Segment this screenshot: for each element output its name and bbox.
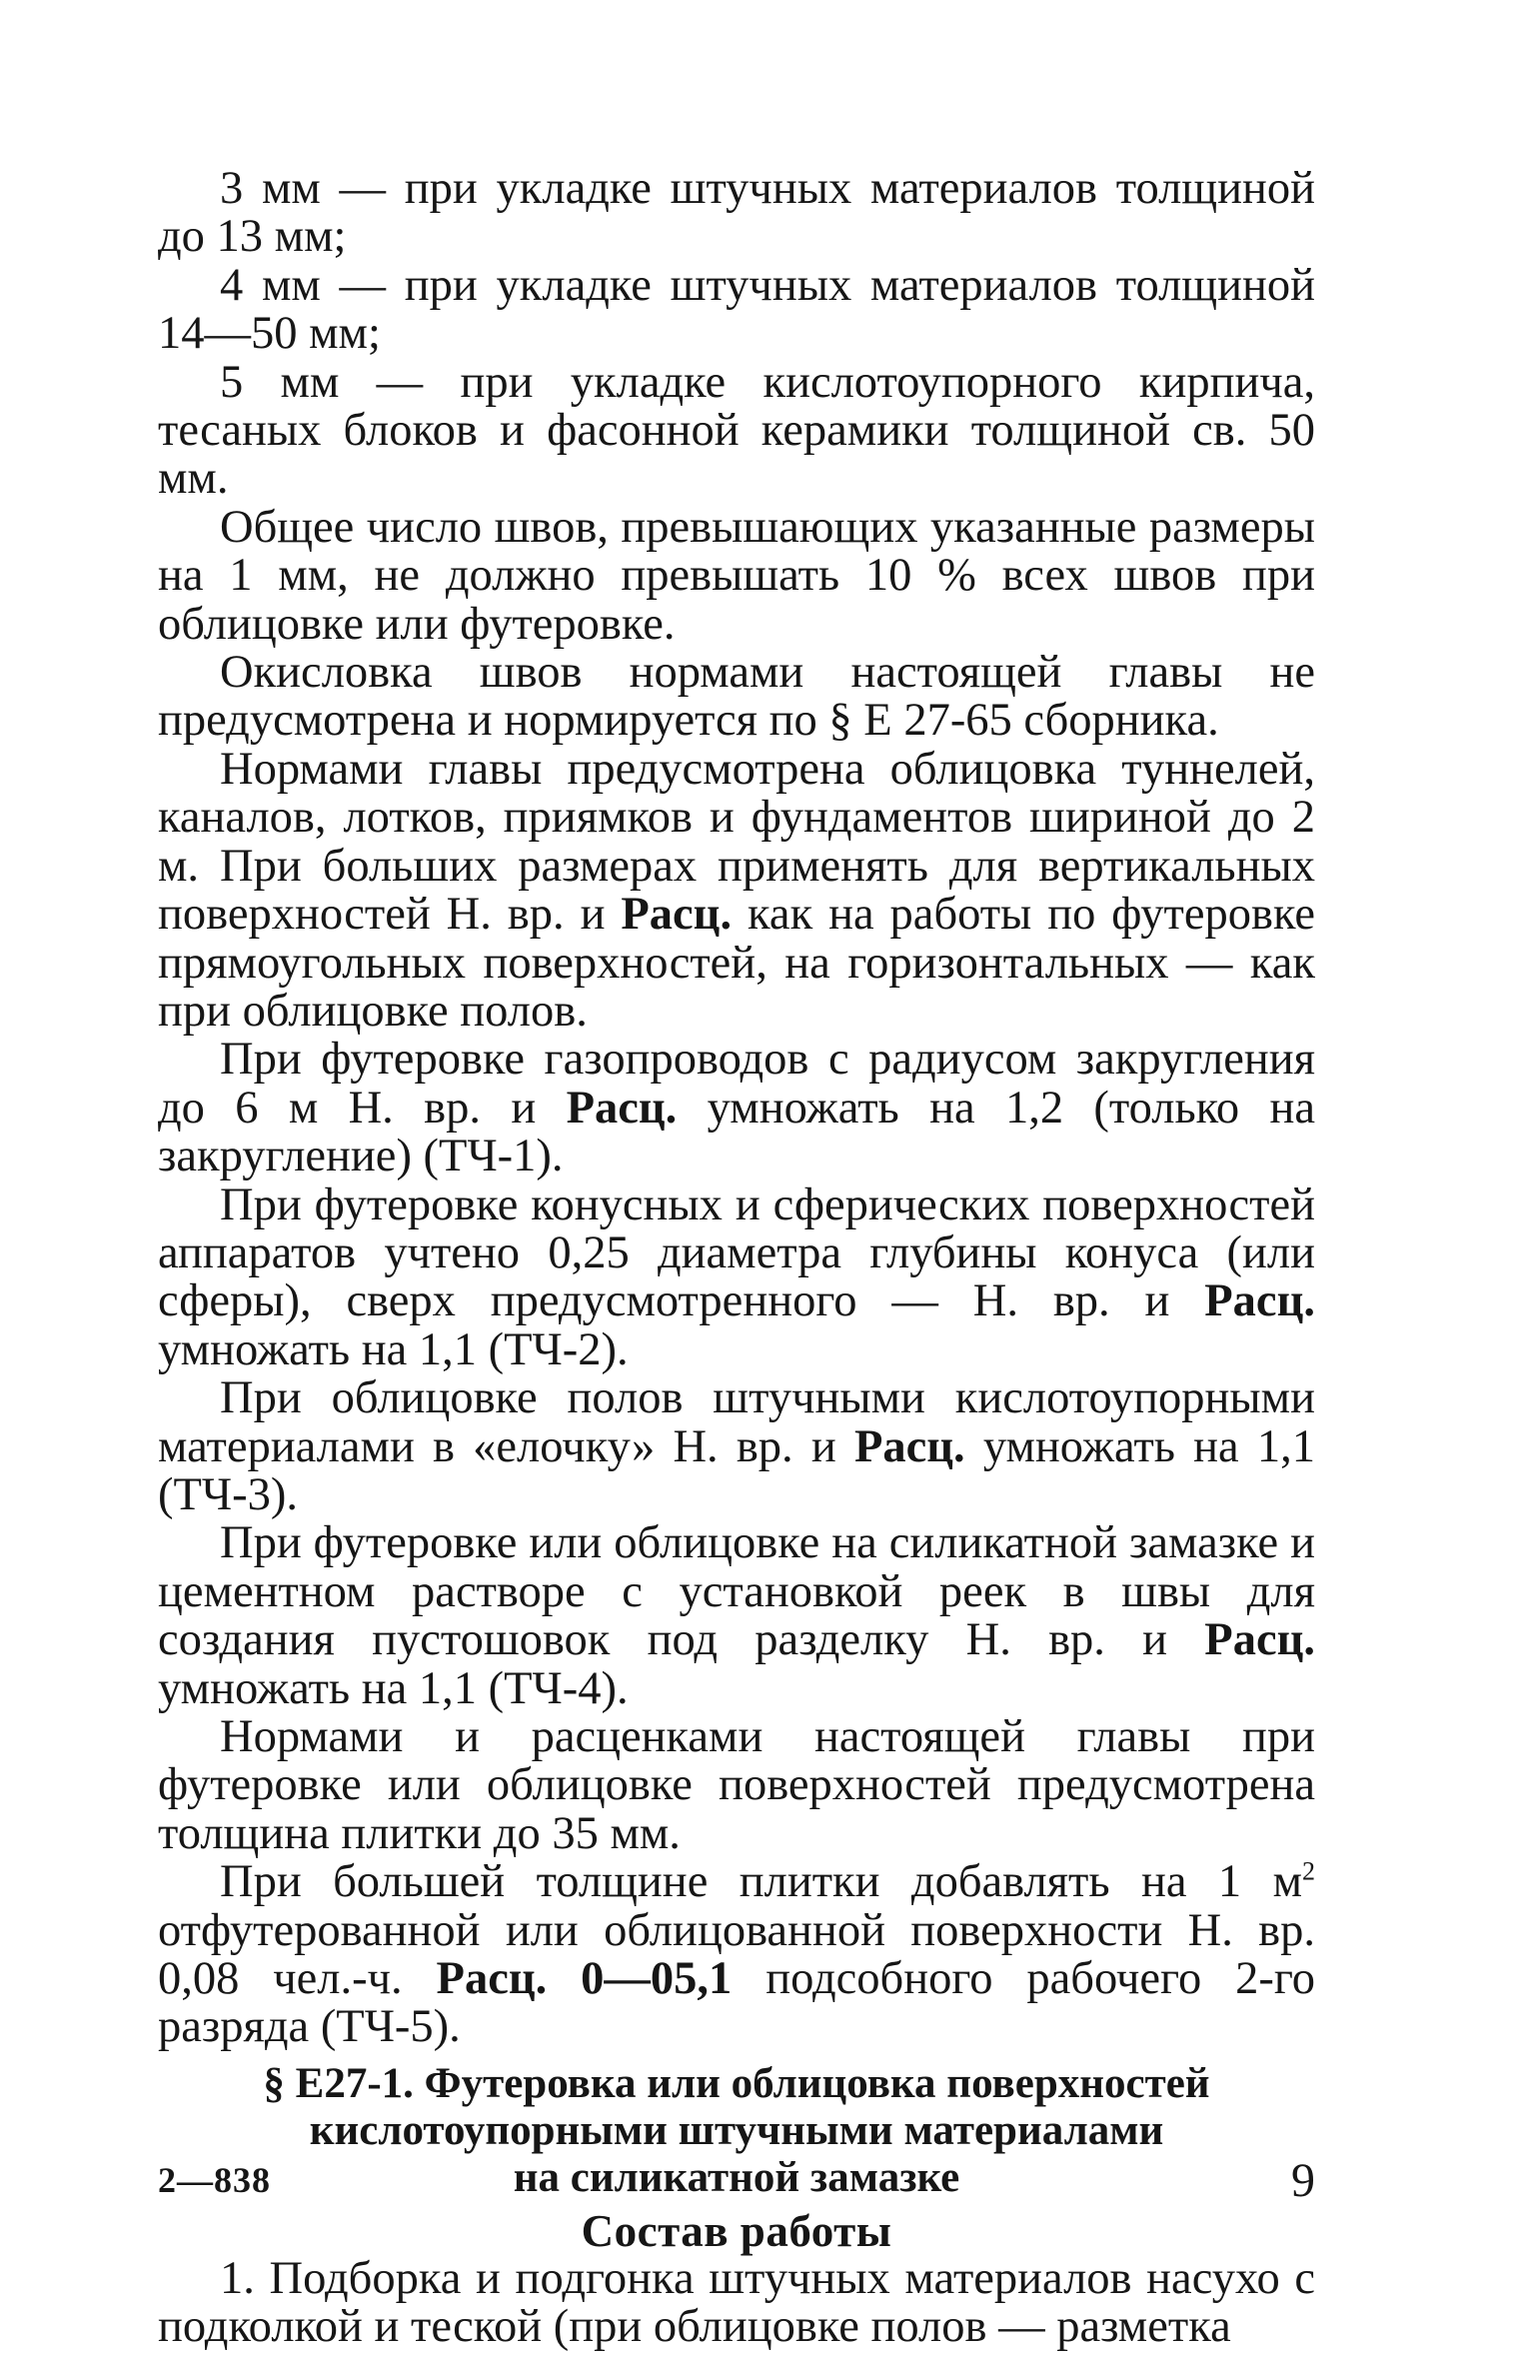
text-run: При футеровке конусных и сферических поверхностей аппаратов учтено 0,25 диаметра глубины конуса (или сферы), сверх предусмотренного — Н. вр. и: [158, 1179, 1315, 1327]
paragraph: Нормами и расценками настоящей главы при футеровке или облицовке поверхностей предусмотрена толщина плитки до 35 мм.: [158, 1711, 1315, 1859]
text-run: как на работы по футеровке прямоугольных поверхностей, на горизонтальных — как при облицовке полов.: [158, 889, 1316, 1037]
paragraph: Общее число швов, превышающих указанные размеры на 1 мм, не должно превышать 10 % всех швов при облицовке или футеровке.: [158, 501, 1315, 650]
work-item: 1. Подборка и подгонка штучных материалов насухо с подколкой и теской (при облицовке полов — разметка: [158, 2252, 1315, 2353]
section-heading: [158, 2060, 1315, 2201]
paragraph: Окисловка швов нормами настоящей главы не предусмотрена и нормируется по § Е 27-65 сборника.: [158, 647, 1315, 747]
paragraph: 5 мм — при укладке кислотоупорного кирпича, тесаных блоков и фасонной керамики толщиной св. 50 мм.: [158, 356, 1315, 505]
paragraph: [158, 743, 1316, 1037]
text-run: умножать на 1,1 (ТЧ-4).: [158, 1662, 629, 1714]
bold-term: Расц.: [436, 1953, 548, 2005]
bold-term: Расц.: [1204, 1275, 1315, 1327]
paragraph: [158, 1179, 1315, 1375]
bold-term: Расц.: [621, 889, 733, 941]
superscript: 2: [1302, 1856, 1315, 1886]
subheading: Состав работы: [581, 2205, 892, 2256]
bold-term: Расц.: [566, 1082, 678, 1134]
text-run: При футеровке газопроводов с радиусом закругления до 6 м Н. вр. и: [158, 1034, 1315, 1134]
text-run: умножать на 1,2 (только на закругление) (ТЧ-1).: [158, 1082, 1316, 1183]
text-run: отфутерованной или облицованной поверхности Н. вр. 0,08 чел.-ч.: [158, 1904, 1315, 2005]
paragraph: [158, 1374, 1315, 1519]
bold-term: Расц.: [853, 1420, 965, 1472]
paragraph: [158, 1858, 1315, 2052]
text-run: При футеровке или облицовке на силикатной замазке и цементном растворе с установкой реек в швы для создания пустошовок под разделку Н. вр. и: [158, 1517, 1315, 1666]
text-run: При большей толщине плитки добавлять на 1 м: [220, 1856, 1302, 1908]
text-run: умножать на 1,1 (ТЧ-3).: [158, 1420, 1316, 1520]
heading-line: на силикатной замазке: [513, 2153, 960, 2201]
heading-line: § Е27-1. Футеровка или облицовка поверхностей: [263, 2059, 1210, 2107]
signature-code: 2—838: [158, 2160, 271, 2200]
text-run: При облицовке полов штучными кислотоупорными материалами в «елочку» Н. вр. и: [158, 1372, 1315, 1472]
text-run: подсобного рабочего 2-го разряда (ТЧ-5).: [158, 1953, 1315, 2053]
page-number: 9: [1291, 2154, 1315, 2207]
bold-term: Расц.: [1204, 1614, 1316, 1666]
paragraph: [158, 1519, 1315, 1713]
text-run: Нормами главы предусмотрена облицовка туннелей, каналов, лотков, приямков и фундаментов шириной до 2 м. При больших размерах применять для вертикальных поверхностей Н. вр. и: [158, 743, 1315, 941]
text-run: умножать на 1,1 (ТЧ-2).: [158, 1323, 629, 1375]
page-body: [158, 165, 1315, 2352]
paragraph: [158, 1036, 1315, 1181]
paragraph: 3 мм — при укладке штучных материалов толщиной до 13 мм;: [158, 163, 1315, 263]
heading-line: кислотоупорными штучными материалами: [309, 2106, 1164, 2154]
paragraph: 4 мм — при укладке штучных материалов толщиной 14—50 мм;: [158, 259, 1315, 360]
bold-term: 0—05,1: [581, 1953, 733, 2005]
